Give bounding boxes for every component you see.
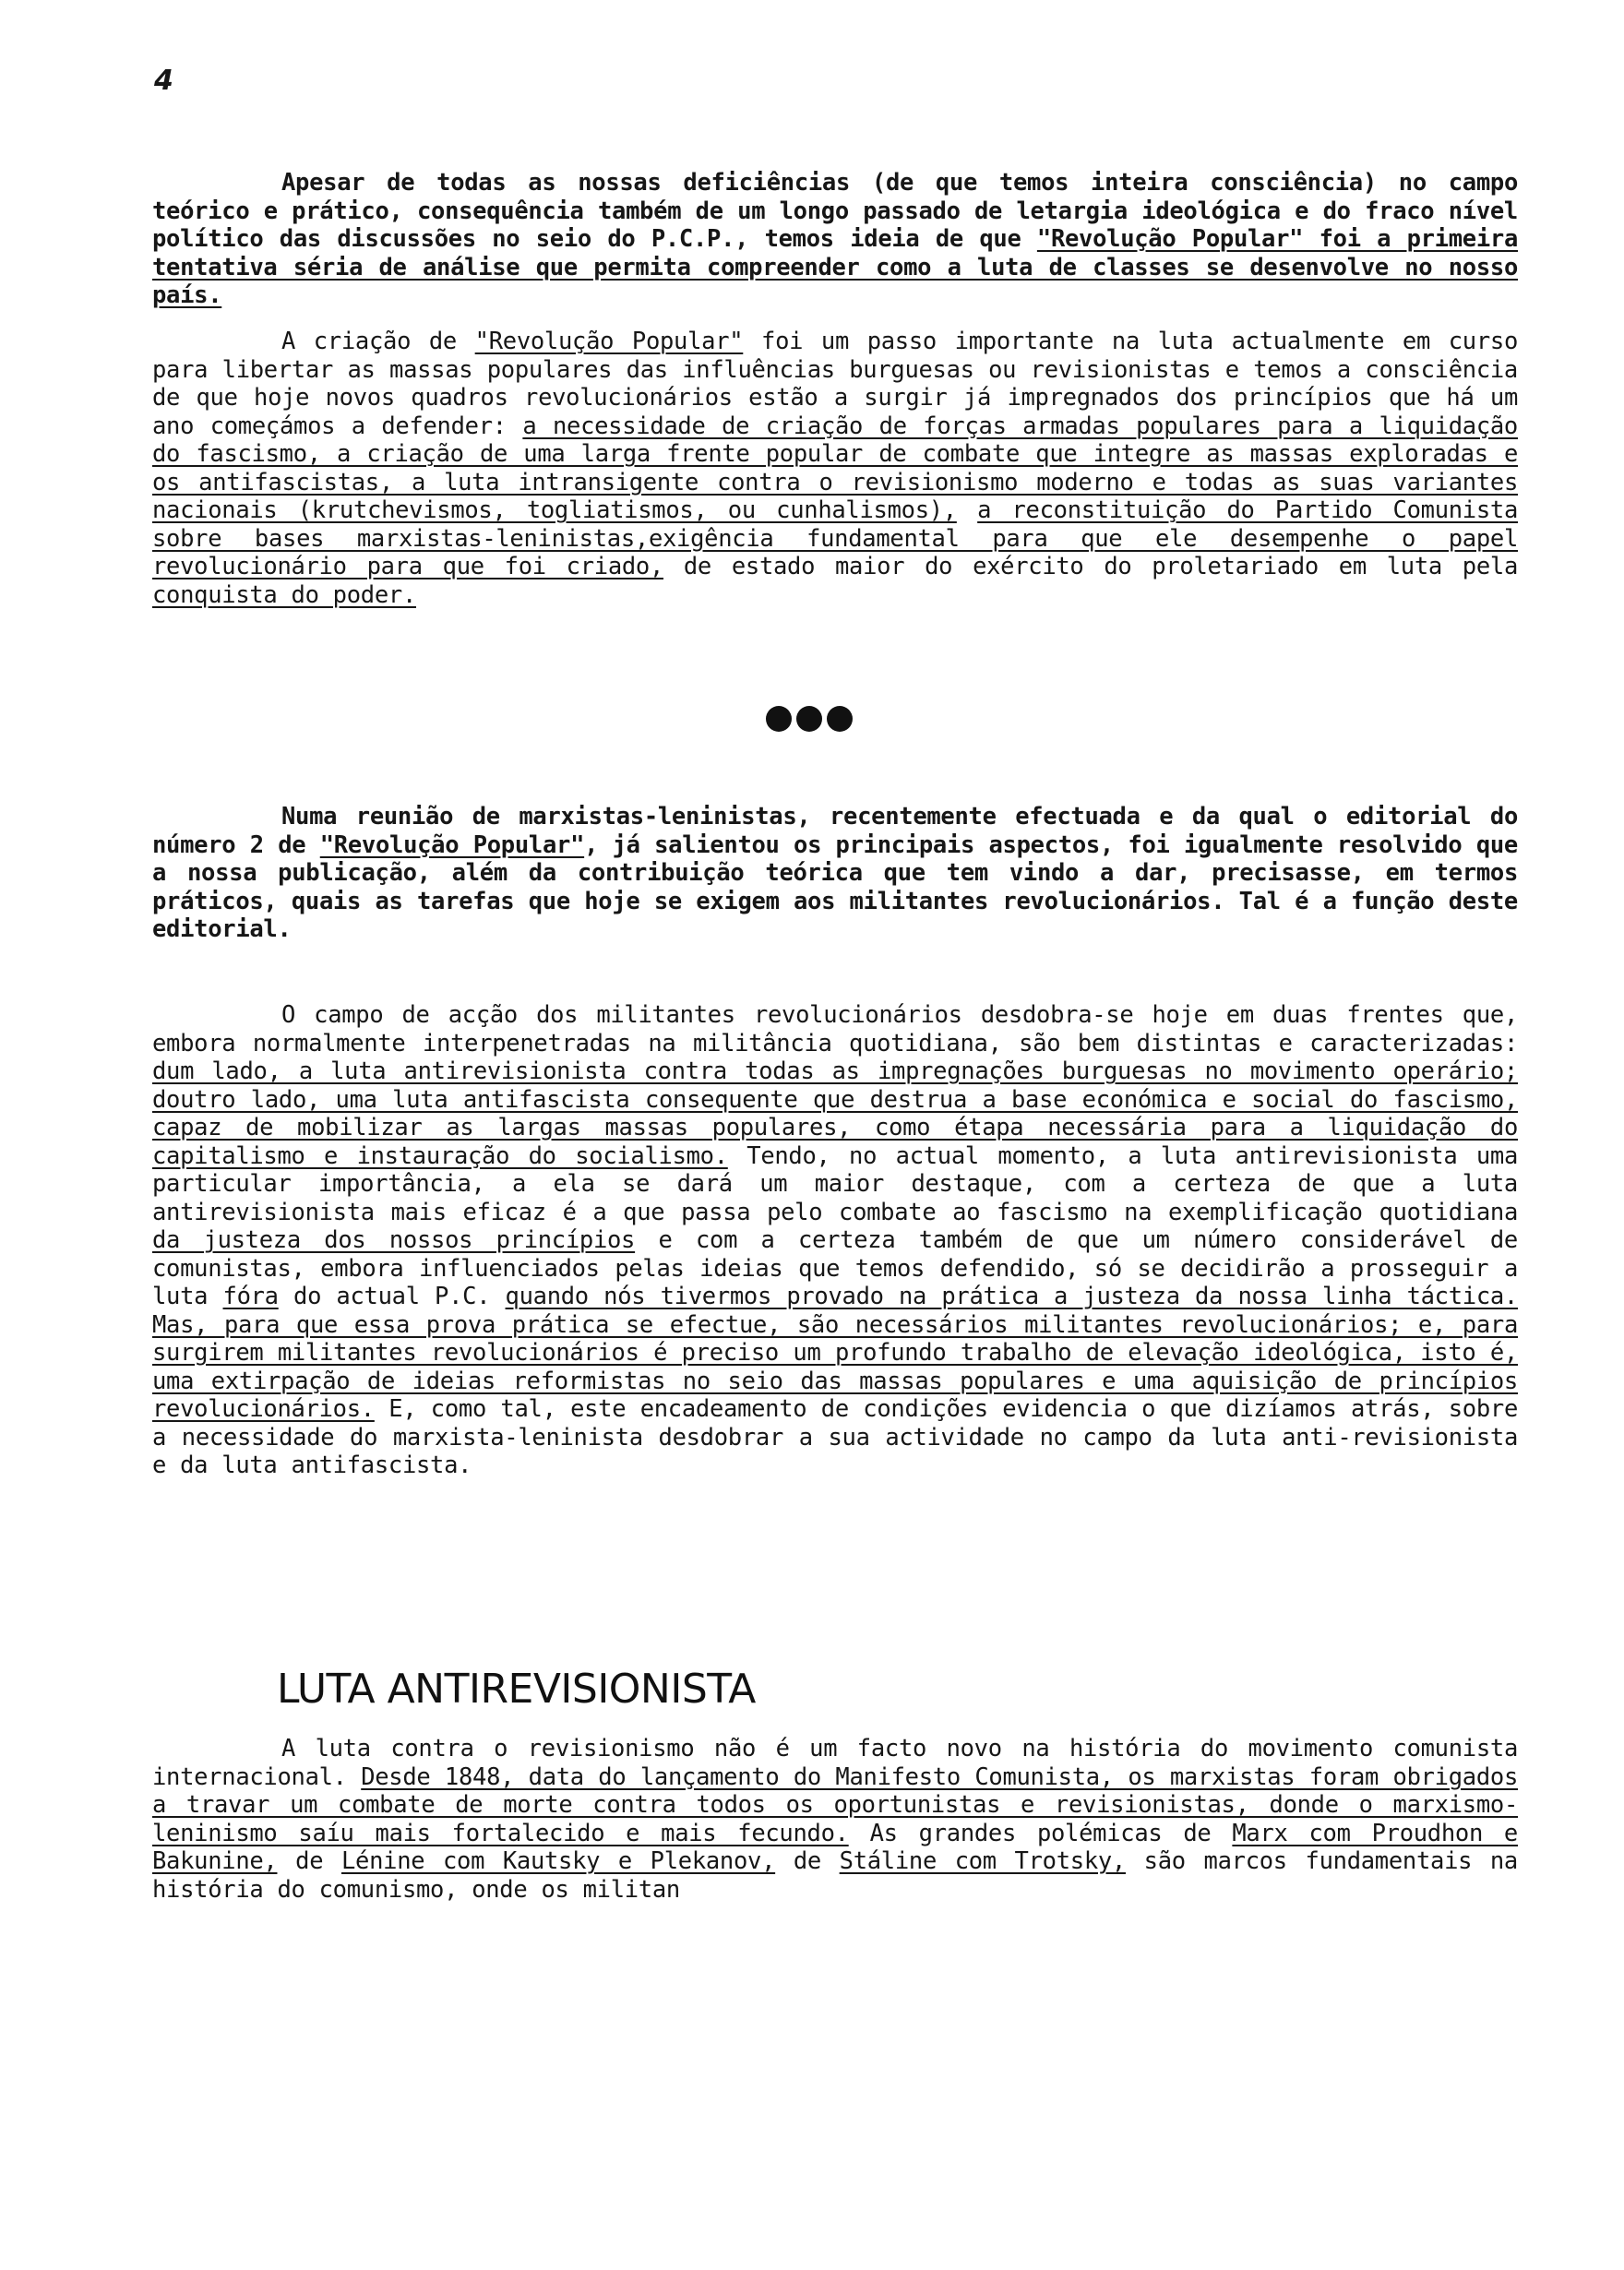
separator-dot [796, 706, 822, 732]
section-separator-dots [766, 706, 853, 732]
paragraph-text: O campo de acção dos militantes revolucionários desdobra-se hoje em duas frentes que, embora normalmente interpenetradas na militância quotidiana, são bem distintas e caracterizadas: [152, 1001, 1518, 1057]
paragraph-text: A criação de [281, 328, 475, 355]
underlined-text: a necessidade de criação de forças armadas populares para a liquidação do fascismo, a criação de uma larga frente popular de combate que integre as massas exploradas e os antifascistas, a luta intransigente contra o revisionismo moderno e todas as suas variantes nacionais (krutchevismos, togliatismos, ou cunhalismos), [152, 412, 1518, 524]
publication-title: "Revolução Popular" [319, 830, 585, 859]
publication-title: "Revolução Popular" [474, 328, 744, 355]
paragraph-text: foi um passo importante na luta actualmente em curso para libertar as massas populares das influências burguesas ou revisionistas e temos a consciência de que hoje novos quadros revolucionários estão a surgir já impregnados dos princípios que há um ano começámos a defender: [152, 328, 1518, 440]
underlined-text: da justeza dos nossos princípios [152, 1226, 636, 1254]
paragraph-text: de estado maior do exército do proletariado em luta pela [663, 553, 1518, 580]
paragraph-4 [152, 1001, 1518, 1480]
paragraph-revolucao-popular [152, 328, 1518, 609]
underlined-text: Stáline com Trotsky, [839, 1847, 1126, 1875]
section-heading: LUTA ANTIREVISIONISTA [277, 1666, 756, 1713]
underlined-text: a reconstituição do Partido Comunista sobre bases marxistas-leninistas,exigência fundamental para que ele desempenhe o papel revolucionário para que foi criado, [152, 496, 1519, 580]
separator-dot [766, 706, 792, 732]
paragraph-text: de [277, 1847, 341, 1875]
paragraph-text: , já salientou os principais aspectos, foi igualmente resolvido que a nossa publicação, além da contribuição teórica que tem vindo a dar, precisasse, em termos práticos, quais as tarefas que hoje se exigem aos militantes revolucionários. Tal é a função deste editorial. [152, 830, 1518, 943]
underlined-text: fóra [222, 1283, 279, 1310]
underlined-text: Lénine com Kautsky e Plekanov, [340, 1847, 776, 1875]
page-number: 4 [154, 65, 173, 97]
paragraph-text: e com a certeza também de que um número considerável de comunistas, embora influenciados pelas ideias que temos defendido, só se decidirão a prosseguir a luta [152, 1226, 1518, 1310]
paragraph-text: de [775, 1847, 840, 1875]
paragraph-text: A luta contra o revisionismo não é um facto novo na história do movimento comunista internacional. [152, 1735, 1518, 1791]
separator-dot [827, 706, 853, 732]
underlined-text: Marx com Proudhon e Bakunine, [152, 1819, 1518, 1875]
underlined-text: Desde 1848, data do lançamento do Manifesto Comunista, os marxistas foram obrigados a travar um combate de morte contra todos os oportunistas e revisionistas, donde o marxismo-leninismo saíu mais fortalecido e mais fecundo. [152, 1762, 1518, 1847]
underlined-text: conquista do poder. [152, 580, 416, 609]
paragraph-text: do actual P.C. [278, 1283, 506, 1310]
paragraph-1 [152, 169, 1518, 310]
paragraph-text: Apesar de todas as nossas deficiências (de que temos inteira consciência) no campo teórico e prático, consequência também de um longo passado de letargia ideológica e do fraco nível político das discussões no seio do P.C.P., temos ideia de que [152, 169, 1518, 253]
paragraph-reuniao [152, 803, 1518, 944]
paragraph-intro [152, 169, 1518, 310]
paragraph-3 [152, 803, 1518, 944]
underlined-text: "Revolução Popular" foi a primeira tentativa séria de análise que permita compreender como a luta de classes se desenvolve no nosso país. [152, 225, 1518, 309]
paragraph-text [957, 496, 977, 524]
paragraph-text: As grandes polémicas de [848, 1819, 1233, 1847]
paragraph-text: E, como tal, este encadeamento de condições evidencia o que dizíamos atrás, sobre a necessidade do marxista-leninista desdobrar a sua actividade no campo da luta anti-revisionista e da luta antifascista. [152, 1395, 1518, 1479]
underlined-text: dum lado, a luta antirevisionista contra todas as impregnações burguesas no movimento operário; doutro lado, uma luta antifascista consequente que destrua a base económica e social do fascismo, capaz de mobilizar as largas massas populares, como étapa necessária para a liquidação do capitalismo e instauração do socialismo. [152, 1057, 1518, 1170]
paragraph-5 [152, 1735, 1518, 1904]
paragraph-text: Numa reunião de marxistas-leninistas, recentemente efectuada e da qual o editorial do número 2 de [152, 803, 1518, 859]
paragraph-campo-accao [152, 1001, 1518, 1480]
paragraph-text: são marcos fundamentais na história do comunismo, onde os militan [152, 1847, 1518, 1904]
paragraph-luta-revisionismo [152, 1735, 1518, 1904]
paragraph-text: Tendo, no actual momento, a luta antirevisionista uma particular importância, a ela se dará um maior destaque, com a certeza de que a luta antirevisionista mais eficaz é a que passa pelo combate ao fascismo na exemplificação quotidiana [152, 1141, 1519, 1226]
paragraph-2 [152, 328, 1518, 609]
underlined-text: quando nós tivermos provado na prática a justeza da nossa linha táctica. Mas, para que essa prova prática se efectue, são necessários militantes revolucionários; e, para surgirem militantes revolucionários é preciso um profundo trabalho de elevação ideológica, isto é, uma extirpação de ideias reformistas no seio das massas populares e uma aquisição de princípios revolucionários. [152, 1283, 1518, 1423]
